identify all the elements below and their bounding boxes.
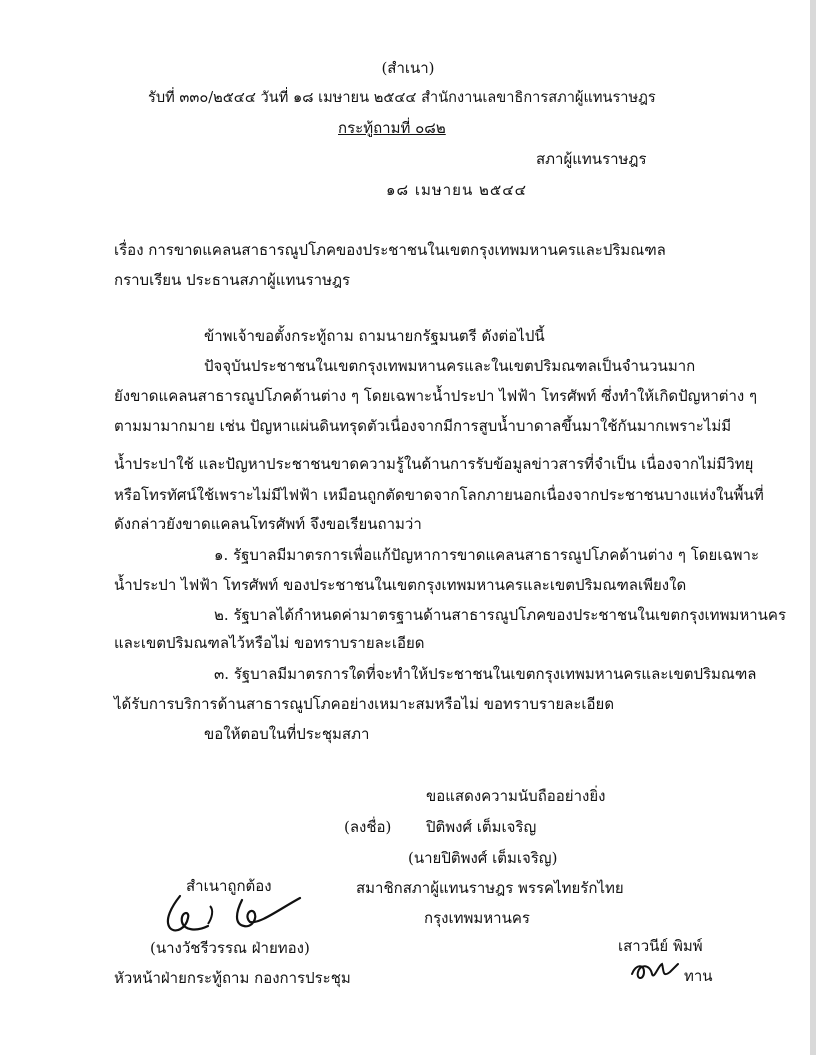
question-3-line: ได้รับการบริการด้านสาธารณูปโภคอย่างเหมาะสมหรือไม่ ขอทราบรายละเอียด bbox=[114, 695, 615, 713]
paragraph-line: หรือโทรทัศน์ใช้เพราะไม่มีไฟฟ้า เหมือนถูกตัดขาดจากโลกภายนอกเนื่องจากประชาชนบางแห่งในพื้นที่ bbox=[114, 486, 764, 504]
question-1-line: ๑. รัฐบาลมีมาตรการเพื่อแก้ปัญหาการขาดแคลนสาธารณูปโภคด้านต่าง ๆ โดยเฉพาะ bbox=[214, 546, 760, 564]
signed-label: (ลงชื่อ) bbox=[344, 818, 392, 836]
certified-label: สำเนาถูกต้อง bbox=[186, 877, 272, 895]
paragraph-line: ตามมามากมาย เช่น ปัญหาแผ่นดินทรุดตัวเนื่องจากมีการสูบน้ำบาดาลขึ้นมาใช้กันมากเพราะไม่มี bbox=[114, 417, 732, 435]
intro-line: ข้าพเจ้าขอตั้งกระทู้ถาม ถามนายกรัฐมนตรี ดังต่อไปนี้ bbox=[204, 327, 545, 345]
signer-position: สมาชิกสภาผู้แทนราษฎร พรรคไทยรักไทย bbox=[356, 879, 624, 897]
certifier-name: (นางวัชรีวรรณ ฝ่ายทอง) bbox=[150, 939, 310, 957]
signed-name: ปิติพงศ์ เต็มเจริญ bbox=[426, 818, 537, 836]
paragraph-line: ปัจจุบันประชาชนในเขตกรุงเทพมหานครและในเขตปริมณฑลเป็นจำนวนมาก bbox=[204, 357, 696, 375]
addressee-line: กราบเรียน ประธานสภาผู้แทนราษฎร bbox=[114, 271, 351, 289]
signer-province: กรุงเทพมหานคร bbox=[424, 909, 530, 927]
paragraph-line: ดังกล่าวยังขาดแคลนโทรศัพท์ จึงขอเรียนถามว่า bbox=[114, 515, 422, 533]
paragraph-line: น้ำประปาใช้ และปัญหาประชาชนขาดความรู้ในด้านการรับข้อมูลข่าวสารที่จำเป็น เนื่องจากไม่มีวิทยุ bbox=[114, 455, 754, 473]
closing-request: ขอให้ตอบในที่ประชุมสภา bbox=[204, 725, 370, 743]
document-date: ๑๘ เมษายน ๒๕๔๔ bbox=[386, 181, 527, 199]
scan-border bbox=[810, 0, 816, 1055]
receipt-line: รับที่ ๓๓๐/๒๕๔๔ วันที่ ๑๘ เมษายน ๒๕๔๔ สำนักงานเลขาธิการสภาผู้แทนราษฎร bbox=[148, 89, 656, 106]
proofread-label: ทาน bbox=[684, 967, 713, 985]
proofreader-initials-signature bbox=[628, 956, 680, 986]
signer-full-name: (นายปิติพงศ์ เต็มเจริญ) bbox=[408, 849, 558, 867]
certifier-handwritten-signature bbox=[150, 888, 310, 938]
certifier-title: หัวหน้าฝ่ายกระทู้ถาม กองการประชุม bbox=[114, 969, 351, 987]
subject-line: เรื่อง การขาดแคลนสาธารณูปโภคของประชาชนในเขตกรุงเทพมหานครและปริมณฑล bbox=[114, 241, 666, 259]
question-2-line: และเขตปริมณฑลไว้หรือไม่ ขอทราบรายละเอียด bbox=[114, 634, 425, 652]
question-2-line: ๒. รัฐบาลได้กำหนดค่ามาตรฐานด้านสาธารณูปโภคของประชาชนในเขตกรุงเทพมหานคร bbox=[214, 606, 786, 624]
typist-name: เสาวนีย์ พิมพ์ bbox=[618, 937, 703, 955]
question-number: กระทู้ถามที่ ๐๘๒ bbox=[338, 119, 446, 137]
copy-label: (สำเนา) bbox=[381, 59, 435, 77]
office-name: สภาผู้แทนราษฎร bbox=[536, 150, 647, 168]
regards-line: ขอแสดงความนับถืออย่างยิ่ง bbox=[426, 787, 606, 805]
paragraph-line: ยังขาดแคลนสาธารณูปโภคด้านต่าง ๆ โดยเฉพาะน้ำประปา ไฟฟ้า โทรศัพท์ ซึ่งทำให้เกิดปัญหาต่าง ๆ bbox=[114, 387, 758, 405]
question-1-line: น้ำประปา ไฟฟ้า โทรศัพท์ ของประชาชนในเขตกรุงเทพมหานครและเขตปริมณฑลเพียงใด bbox=[114, 576, 687, 594]
question-3-line: ๓. รัฐบาลมีมาตรการใดที่จะทำให้ประชาชนในเขตกรุงเทพมหานครและเขตปริมณฑล bbox=[214, 665, 757, 683]
